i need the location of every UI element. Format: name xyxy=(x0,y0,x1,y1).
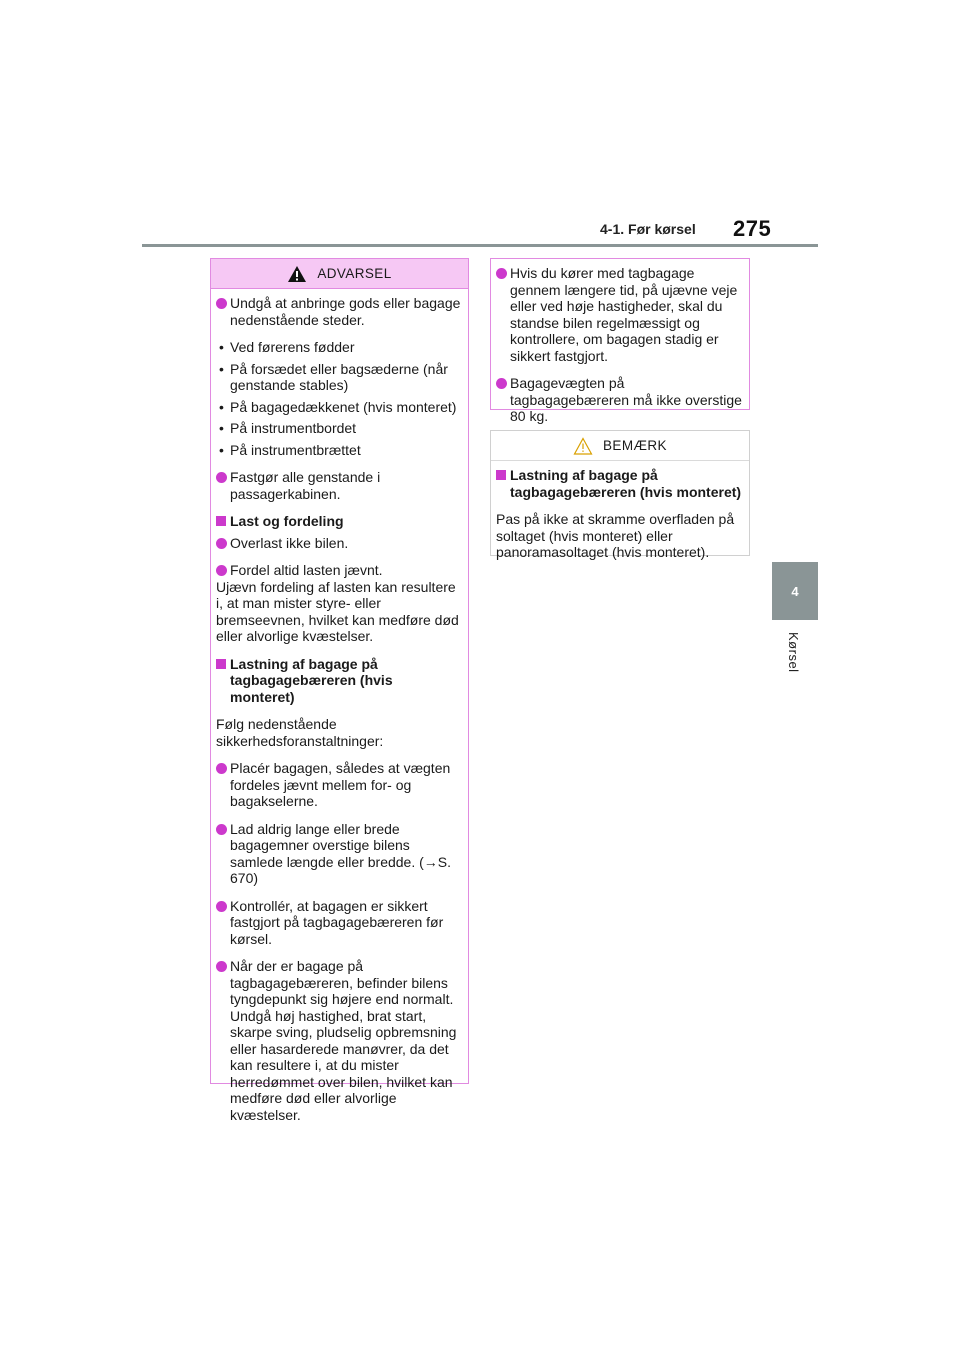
warning-title: ADVARSEL xyxy=(317,266,392,281)
warning-continued-body xyxy=(491,259,749,444)
warning-continued-box xyxy=(490,258,750,424)
list-item: Når der er bagage på tagbagagebæreren, befinder bilens tyngdepunkt sig højere end normalt. Undgå høj hastighed, brat start, skarpe sving, pludselig opbremsning eller hasarderede manøvrer, da det kan resultere i, at du mister herredømmet over bilen, hvilket kan medføre død eller alvorlige kvæstelser. xyxy=(216,958,461,1123)
chapter-tab: 4 xyxy=(772,562,818,620)
section-heading: Lastning af bagage på tagbagagebæreren (hvis monteret) xyxy=(496,467,742,500)
section-heading: Lastning af bagage på tagbagagebæreren (hvis monteret) xyxy=(216,656,461,706)
warning-box xyxy=(210,258,469,1123)
paragraph: Ujævn fordeling af lasten kan resultere i, at man mister styre- eller bremseevnen, hvilket kan medføre død eller alvorlige kvæstelser. xyxy=(216,578,459,644)
paragraph: Følg nedenstående sikkerhedsforanstaltninger: xyxy=(216,716,384,749)
list-item: Kontrollér, at bagagen er sikkert fastgjort på tagbagagebæreren før kørsel. xyxy=(216,898,461,948)
list-item: Lad aldrig lange eller brede bagagemner overstige bilens samlede længde eller bredde. (→S. 670) xyxy=(216,821,461,887)
caution-icon xyxy=(573,437,593,455)
list-item: Placér bagagen, således at vægten fordeles jævnt mellem for- og bagakselerne. xyxy=(216,760,461,810)
header-divider xyxy=(142,244,818,247)
warning-icon xyxy=(287,265,307,283)
page-number: 275 xyxy=(733,216,772,241)
section-title: 4-1. Før kørsel xyxy=(600,221,696,237)
list-item: Overlast ikke bilen. xyxy=(216,535,461,552)
list-item: Undgå at anbringe gods eller bagage nedenstående steder. xyxy=(216,295,461,328)
list-item: • På instrumentbordet xyxy=(216,420,461,437)
paragraph: Pas på ikke at skramme overfladen på soltaget (hvis monteret) eller panoramasoltaget (hvis monteret). xyxy=(496,511,735,560)
list-item: • På instrumentbrættet xyxy=(216,442,461,459)
list-item: Fastgør alle genstande i passagerkabinen. xyxy=(216,469,461,502)
list-item: • På forsædet eller bagsæderne (når genstande stables) xyxy=(216,361,461,394)
notice-title: BEMÆRK xyxy=(603,438,667,453)
notice-box xyxy=(490,430,750,560)
notice-header xyxy=(491,431,749,461)
warning-header xyxy=(211,259,468,289)
list-item: • Ved førerens fødder xyxy=(216,339,461,356)
list-item: • På bagagedækkenet (hvis monteret) xyxy=(216,399,461,416)
notice-body xyxy=(491,461,749,580)
list-item: Bagagevægten på tagbagagebæreren må ikke overstige 80 kg. xyxy=(496,375,742,425)
list-item: Hvis du kører med tagbagage gennem længere tid, på ujævne veje eller ved høje hastigheder, skal du standse bilen regelmæssigt og kontrollere, om bagagen stadig er sikkert fastgjort. xyxy=(496,265,742,364)
chapter-title: Kørsel xyxy=(786,632,801,673)
list-item: Fordel altid lasten jævnt. xyxy=(216,562,461,579)
warning-body xyxy=(211,289,468,1142)
section-heading: Last og fordeling xyxy=(216,513,461,530)
